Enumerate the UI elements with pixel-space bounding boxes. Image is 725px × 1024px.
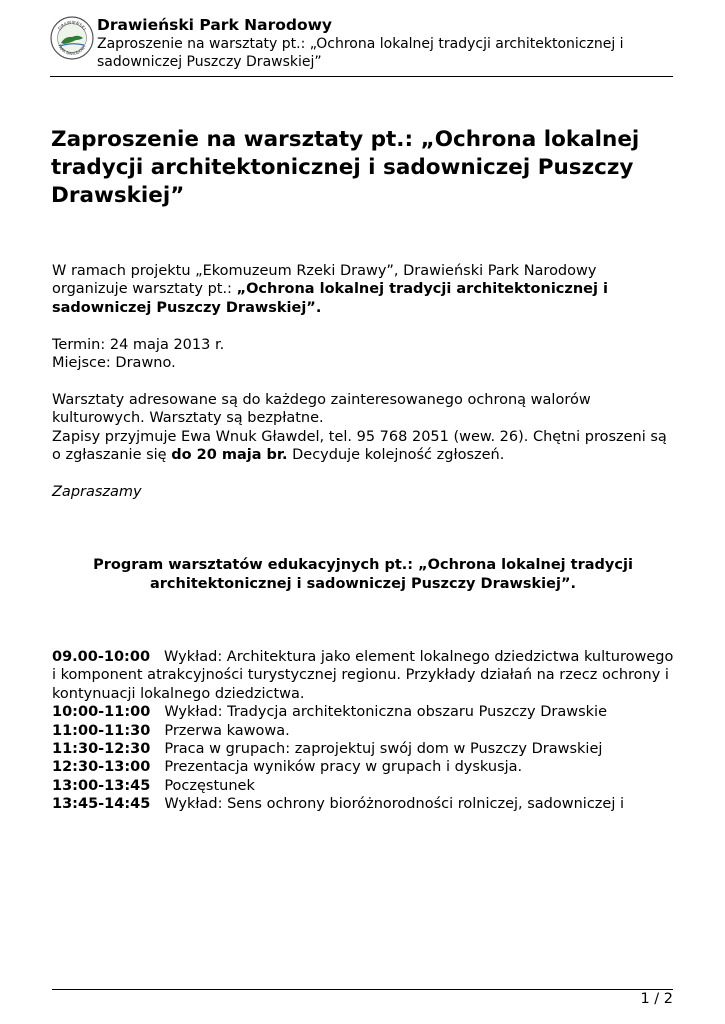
- svg-text:PARK NARODOWY: PARK NARODOWY: [57, 43, 87, 57]
- schedule-item: [52, 703, 674, 721]
- registration-note: Decyduje kolejność zgłoszeń.: [287, 447, 505, 464]
- schedule-item: [52, 758, 674, 776]
- header-divider: [50, 76, 673, 77]
- schedule-list: [52, 648, 674, 814]
- schedule-time: 13:45-14:45: [52, 796, 151, 813]
- schedule-item: [52, 648, 674, 703]
- header-text: [97, 16, 673, 71]
- schedule-time: 11:00-11:30: [52, 722, 151, 739]
- document-title: Zaproszenie na warsztaty pt.: „Ochrona lokalnej tradycji architektonicznej i sadowniczej Puszczy Drawskiej”: [51, 127, 640, 208]
- schedule-item: [52, 777, 674, 795]
- park-logo: [50, 16, 94, 60]
- registration-deadline: do 20 maja br.: [171, 447, 288, 464]
- termin-line: Termin: 24 maja 2013 r.: [52, 336, 225, 353]
- schedule-time: 11:30-12:30: [52, 741, 151, 758]
- schedule-description: Wykład: Tradycja architektoniczna obszaru Puszczy Drawskie: [164, 704, 607, 721]
- schedule-description: Prezentacja wyników pracy w grupach i dyskusja.: [164, 759, 523, 776]
- header-organization: Drawieński Park Narodowy: [97, 16, 333, 34]
- info-paragraph-1: Warsztaty adresowane są do każdego zainteresowanego ochroną walorów kulturowych. Warsztaty są bezpłatne.: [52, 391, 591, 427]
- miejsce-line: Miejsce: Drawno.: [52, 355, 176, 372]
- intro-lead: W ramach projektu „Ekomuzeum Rzeki Drawy”, Drawieński Park Narodowy organizuje warsztaty pt.:: [52, 263, 597, 298]
- schedule-description: Przerwa kawowa.: [164, 722, 290, 739]
- page-header: [50, 14, 673, 76]
- footer-divider: [52, 989, 673, 990]
- schedule-item: [52, 740, 674, 758]
- schedule-description: Wykład: Sens ochrony bioróżnorodności rolniczej, sadowniczej i: [164, 796, 625, 813]
- info-paragraph-2: [52, 428, 674, 465]
- header-subtitle: Zaproszenie na warsztaty pt.: „Ochrona lokalnej tradycji architektonicznej i sadowniczej Puszczy Drawskiej”: [97, 36, 624, 70]
- invite-text: Zapraszamy: [52, 483, 142, 500]
- svg-text:DRAWIEŃSKI: DRAWIEŃSKI: [57, 20, 87, 32]
- schedule-time: 12:30-13:00: [52, 759, 151, 776]
- schedule-item: [52, 722, 674, 740]
- schedule-time: 09.00-10:00: [52, 649, 151, 666]
- page-number: 1 / 2: [640, 991, 673, 1007]
- schedule-time: 13:00-13:45: [52, 777, 151, 794]
- intro-paragraph: [52, 262, 674, 317]
- schedule-item: [52, 795, 674, 813]
- schedule-description: Wykład: Architektura jako element lokalnego dziedzictwa kulturowego i komponent atrakcyjności turystycznej regionu. Przykłady działań na rzecz ochrony i kontynuacji lokalnego dziedzictwa.: [52, 649, 674, 702]
- document-body: [52, 262, 674, 814]
- schedule-time: 10:00-11:00: [52, 704, 151, 721]
- registration-text: Zapisy przyjmuje Ewa Wnuk Gławdel, tel. 95 768 2051 (wew. 26). Chętni proszeni są o zgłaszanie się: [52, 428, 667, 464]
- intro-workshop-title: „Ochrona lokalnej tradycji architektonicznej i sadowniczej Puszczy Drawskiej”.: [52, 281, 608, 316]
- schedule-description: Praca w grupach: zaprojektuj swój dom w Puszczy Drawskiej: [164, 741, 603, 758]
- program-title: Program warsztatów edukacyjnych pt.: „Ochrona lokalnej tradycji architektonicznej i sadowniczej Puszczy Drawskiej”.: [93, 557, 633, 592]
- schedule-description: Poczęstunek: [164, 777, 255, 794]
